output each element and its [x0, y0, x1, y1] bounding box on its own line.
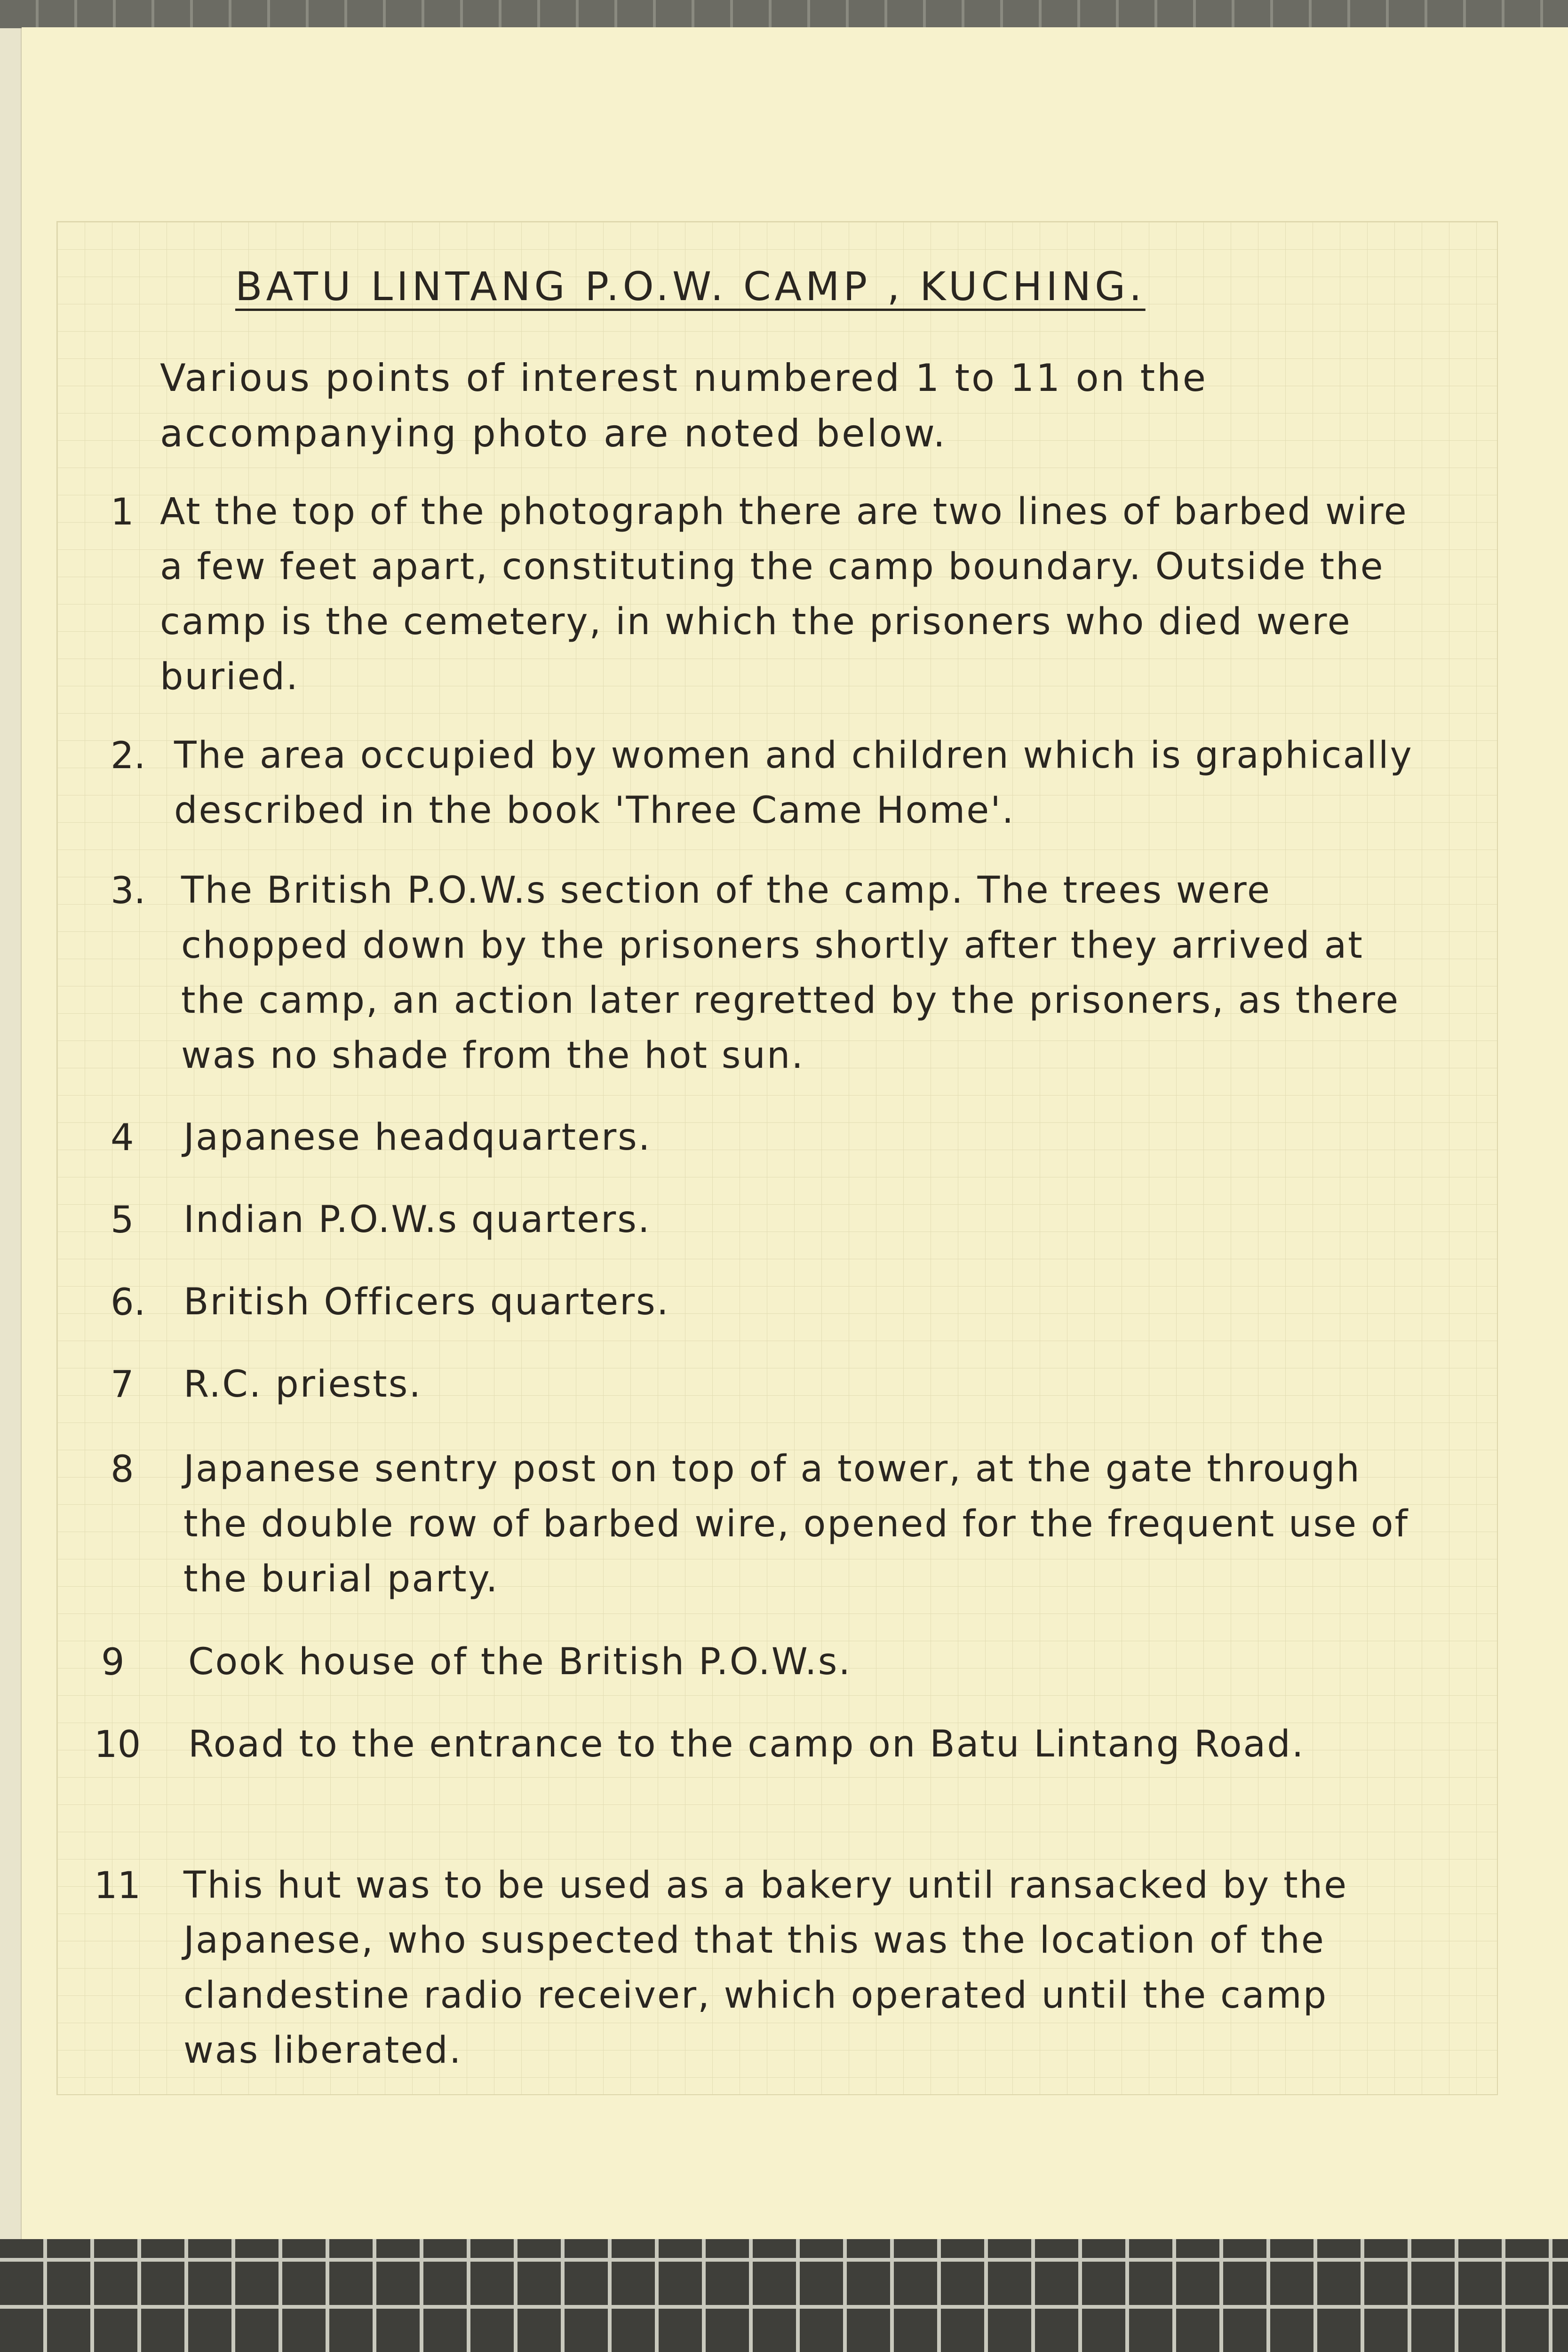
- list-item: [111, 1110, 1428, 1167]
- item-number: 10: [94, 1724, 141, 1766]
- item-text: This hut was to be used as a bakery until ransacked by the Japanese, who suspected that this was the location of the clandestine radio receiver, which operated until the camp was liberated.: [183, 1864, 1348, 2072]
- item-text: At the top of the photograph there are two lines of barbed wire a few feet apart, constituting the camp boundary. Outside the camp is the cemetery, in which the prisoners who died were buried.: [160, 491, 1408, 698]
- item-number: 8: [111, 1448, 134, 1491]
- item-number: 4: [111, 1117, 134, 1159]
- binding-edge: [0, 28, 22, 2249]
- list-item: [111, 485, 1428, 710]
- item-number: 1: [111, 491, 134, 533]
- item-number: 9: [101, 1641, 125, 1684]
- bottom-border-strip: [0, 2239, 1568, 2352]
- list-item: [94, 1858, 1421, 2084]
- list-item: [111, 728, 1428, 841]
- intro-paragraph: Various points of interest numbered 1 to 11 on the accompanying photo are noted below.: [160, 356, 1208, 455]
- item-text: British Officers quarters.: [183, 1281, 670, 1323]
- item-text: R.C. priests.: [183, 1363, 422, 1406]
- list-item: [111, 1442, 1428, 1611]
- item-text: Cook house of the British P.O.W.s.: [188, 1641, 852, 1683]
- item-text: Japanese headquarters.: [183, 1116, 652, 1159]
- item-text: The British P.O.W.s section of the camp. The trees were chopped down by the prisoners shortly after they arrived at the camp, an action later regretted by the prisoners, as there was no shade from the hot sun.: [181, 869, 1400, 1077]
- document-title: BATU LINTANG P.O.W. CAMP , KUCHING.: [235, 263, 1146, 310]
- item-text: Indian P.O.W.s quarters.: [183, 1199, 651, 1241]
- list-item: [111, 1192, 1428, 1249]
- item-text: Japanese sentry post on top of a tower, at the gate through the double row of barbed wire, opened for the frequent use of the burial party.: [183, 1448, 1409, 1600]
- item-text: Road to the entrance to the camp on Batu Lintang Road.: [188, 1723, 1305, 1765]
- list-item: [111, 1275, 1428, 1331]
- list-item: [94, 1717, 1421, 1830]
- list-item: [101, 1635, 1418, 1691]
- item-text: The area occupied by women and children which is graphically described in the book 'Three Came Home'.: [174, 734, 1413, 832]
- item-number: 7: [111, 1364, 134, 1406]
- item-number: 6.: [111, 1281, 146, 1324]
- item-number: 11: [94, 1865, 141, 1907]
- item-number: 2.: [111, 735, 146, 777]
- item-number: 3.: [111, 870, 146, 912]
- item-number: 5: [111, 1199, 134, 1241]
- list-item: [111, 863, 1428, 1089]
- list-item: [111, 1357, 1428, 1414]
